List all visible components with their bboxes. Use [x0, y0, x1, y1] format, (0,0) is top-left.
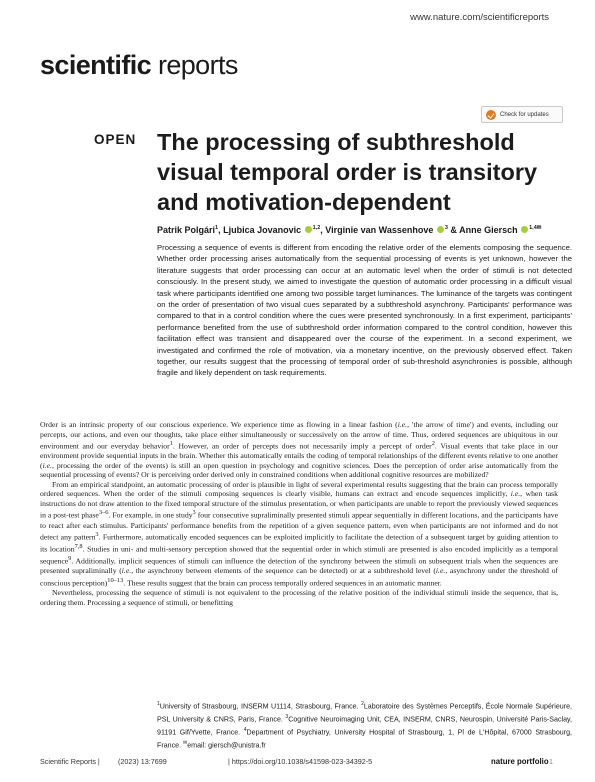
- body-paragraph: Nevertheless, processing the sequence of stimuli is not equivalent to the processing of the relative position of the individual stimuli inside the sequence, that is, ordering them. Processing a sequence of stimuli, or benefitting: [40, 588, 558, 607]
- citation-link[interactable]: 3: [95, 531, 99, 539]
- author-name[interactable]: , Ljubica Jovanovic: [218, 225, 302, 235]
- page-number: 1: [549, 757, 553, 766]
- footer-doi-link[interactable]: | https://doi.org/10.1038/s41598-023-34392-5: [228, 757, 373, 766]
- affiliation-ref: 3: [444, 225, 448, 231]
- citation-link[interactable]: 1: [169, 440, 173, 448]
- publisher-logo: nature portfolio: [491, 757, 549, 766]
- citation-link[interactable]: 9: [68, 555, 72, 563]
- citation-link[interactable]: 3: [192, 509, 196, 517]
- journal-url[interactable]: www.nature.com/scientificreports: [410, 12, 549, 23]
- affiliation-ref: 1,2: [312, 225, 321, 231]
- check-for-updates-button[interactable]: [481, 106, 563, 123]
- author-name[interactable]: Patrik Polgári: [157, 225, 216, 235]
- body-paragraph: From an empirical standpoint, an automatic processing of order is plausible in light of several experimental results suggesting that the brain can process temporally ordered sequences. When the order of the stimuli composing sequences is clearly visible, humans can extract and encode sequences implicitly, i.e., when task instructions do not draw attention to the fixed temporal structure of the stimulus presentation, or when participants are unable to report the previously viewed sequences in a post-test phase$^{3-6}$. For example, in one study$^3$ four consecutive supraliminally presented stimuli appear sequentially in different locations, and the participants have to react after each stimulus. Participants' performance benefits from the repetition of a given sequence pattern, even when participants are not informed and do not detect any pattern$^3$. Furthermore, automatically encoded sequences can be exploited implicitly to facilitate the detection of a subsequent target by guiding attention to its location$^{7,8}$. Studies in uni- and multi-sensory perception showed that the sequential order in which stimuli are presented is also encoded implicitly as a temporal sequence$^9$. Additionally, implicit sequences of stimuli can influence the detection of the synchrony between the stimuli on subsequent trials when the sequences are presented supraliminally (i.e., the asynchrony between elements of the sequence can be detected) or at a subthreshold level (i.e., asynchrony under the threshold of conscious perception)$^{10-13}$. These results suggest that the brain can process temporally ordered sequences in an automatic manner.: [40, 479, 558, 588]
- body-paragraph: Order is an intrinsic property of our conscious experience. We experience time as flowing in a linear fashion (i.e., 'the arrow of time') and events, including our percepts, our actions, and even our thoughts, take place either simultaneously or successively on the arrow of time. Thus, ordered sequences are ubiquitous in our environment and our everyday behavior$^1$. However, an order of percepts does not necessarily imply a percept of order$^2$. Visual events that take place in our environment provide sequential inputs in the brain. Whether this automatically entails the coding of temporal relationships of the different events relative to one another (i.e., processing the order of the events) is still an open question in psychology and cognitive sciences. Does the perception of order arise automatically from the sequential processing of events? Or is perceiving order derived only in constrained conditions when additional cognitive resources are mobilized?: [40, 420, 558, 480]
- masthead-bold: scientific: [40, 50, 152, 80]
- orcid-icon[interactable]: [521, 226, 528, 233]
- article-body: [40, 420, 558, 607]
- masthead-regular: reports: [151, 50, 238, 80]
- affiliation-ref: 1: [215, 225, 219, 231]
- affiliations: $^1$University of Strasbourg, INSERM U1114, Strasbourg, France. $^2$Laboratoire des Systèmes Perceptifs, École Normale Supérieure, PSL University & CNRS, Paris, France. $^3$Cognitive Neuroimaging Unit, CEA, INSERM, CNRS, Neurospin, Université Paris-Saclay, 91191 Gif/Yvette, France. $^4$Department of Psychiatry, University Hospital of Strasbourg, 1, Pl de L'Hôpital, 67000 Strasbourg, France. ✉email: giersch@unistra.fr: [157, 701, 573, 750]
- citation-link[interactable]: 10–13: [107, 577, 124, 585]
- orcid-icon[interactable]: [305, 226, 312, 233]
- citation-link[interactable]: 2: [431, 440, 435, 448]
- abstract: Processing a sequence of events is different from encoding the relative order of the elements composing the sequence. Whether order processing arises automatically from the sequential processing of events is yet unknown, however the literature suggests that order processing can occur at an automatic level when the order of stimuli is not detected consciously. In the present study, we aimed to investigate the question of automatic order processing in a difficult visual task where participants identified one among two possible target luminances. The luminance of the targets was contingent on the order of presentation of two visual cues separated by a subthreshold asynchrony. Participants' performance was compared to that in a control condition where the cues were presented synchronously. In a first experiment, participants' performance benefited from the use of subthreshold order information compared to the control condition, however this facilitation effect was transient and disappeared over the course of the experiment. In a second experiment, we investigated and confirmed the role of motivation, via a monetary incentive, on the previously observed effect. Taken together, our results suggest that the processing of temporal order of sub-threshold asynchronies is possible, although fragile and likely dependent on task requirements.: [157, 243, 572, 378]
- citation-link[interactable]: 3–6: [98, 509, 109, 517]
- orcid-icon[interactable]: [437, 226, 444, 233]
- author-name[interactable]: , Virginie van Wassenhove: [320, 225, 434, 235]
- article-title: The processing of subthreshold visual temporal order is transitory and motivation-dependent: [157, 129, 538, 215]
- footer-journal: Scientific Reports |: [40, 757, 100, 766]
- journal-masthead: [40, 49, 238, 81]
- affiliation-ref: 1,4✉: [529, 225, 542, 231]
- page-footer: [40, 757, 558, 769]
- check-updates-label: Check for updates: [500, 111, 549, 118]
- check-updates-icon: [486, 110, 496, 120]
- citation-link[interactable]: 7,8: [74, 543, 83, 551]
- author-list: [157, 225, 577, 235]
- footer-volume: (2023) 13:7699: [118, 757, 167, 766]
- open-access-label: OPEN: [94, 132, 137, 147]
- email-link[interactable]: email: giersch@unistra.fr: [187, 741, 266, 750]
- author-name[interactable]: & Anne Giersch: [447, 225, 518, 235]
